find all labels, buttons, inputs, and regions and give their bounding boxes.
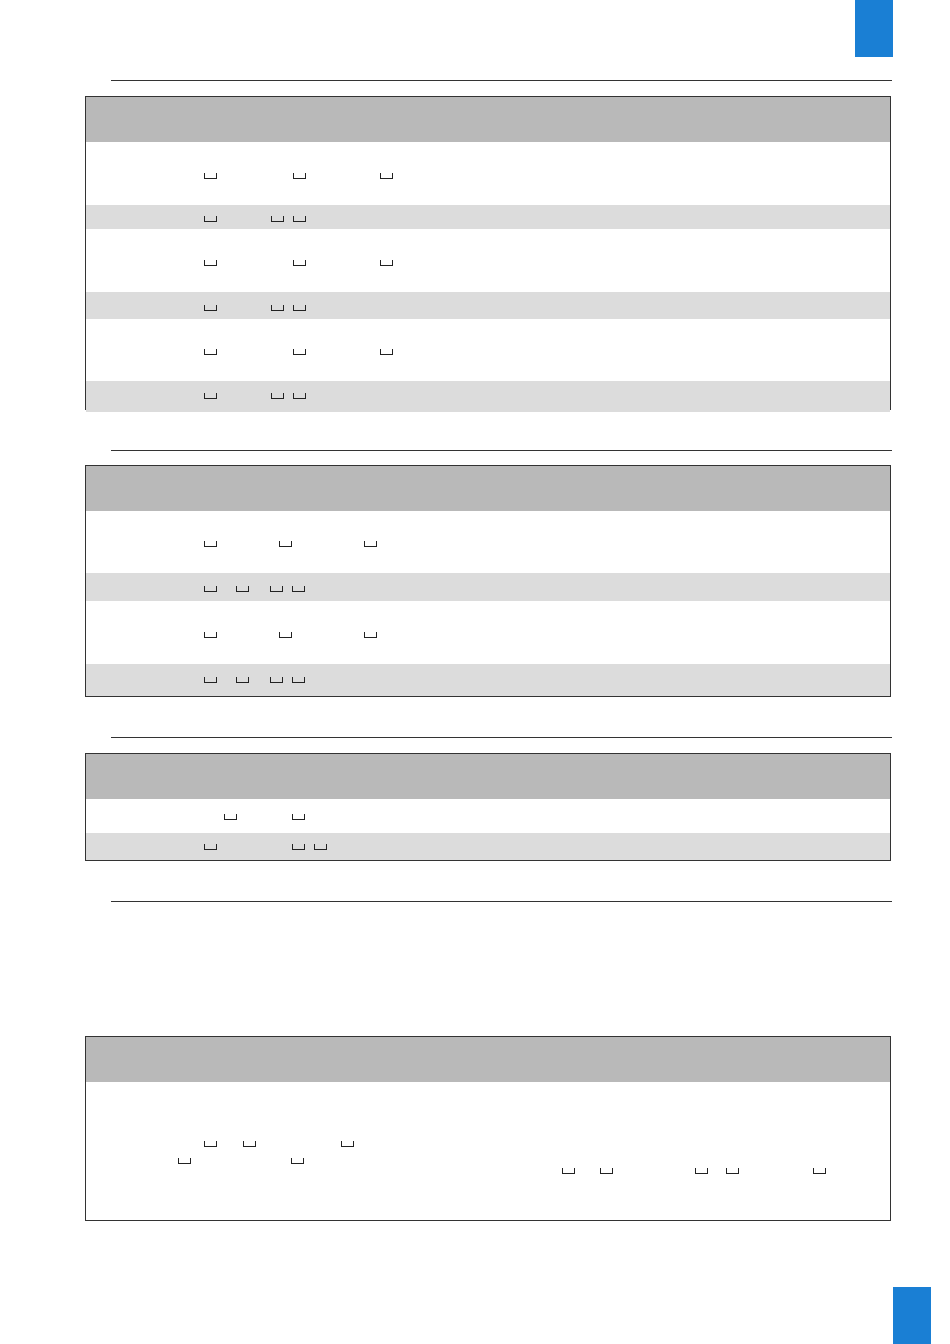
checkbox-field[interactable] — [292, 814, 305, 820]
checkbox-field[interactable] — [293, 393, 306, 399]
form-table-4 — [85, 1036, 891, 1221]
table-header — [86, 754, 890, 799]
checkbox-field[interactable] — [293, 349, 306, 355]
checkbox-field[interactable] — [726, 1168, 739, 1174]
checkbox-field[interactable] — [271, 393, 284, 399]
checkbox-field[interactable] — [204, 349, 217, 355]
checkbox-field[interactable] — [178, 1158, 191, 1164]
checkbox-field[interactable] — [292, 844, 305, 850]
checkbox-field[interactable] — [204, 1141, 217, 1147]
section-rule-2 — [111, 450, 892, 451]
table-header — [86, 466, 890, 511]
table-row — [86, 664, 890, 696]
checkbox-field[interactable] — [204, 844, 217, 850]
checkbox-field[interactable] — [292, 677, 305, 683]
table-row — [86, 142, 890, 205]
checkbox-field[interactable] — [364, 541, 377, 547]
checkbox-field[interactable] — [562, 1168, 575, 1174]
form-table-3 — [85, 753, 891, 861]
section-rule-4 — [111, 901, 892, 902]
checkbox-field[interactable] — [600, 1168, 613, 1174]
checkbox-field[interactable] — [204, 632, 217, 638]
checkbox-field[interactable] — [271, 305, 284, 311]
checkbox-field[interactable] — [292, 586, 305, 592]
checkbox-field[interactable] — [204, 216, 217, 222]
section-rule-1 — [111, 80, 892, 81]
section-tab-marker-top — [855, 0, 893, 57]
form-table-1 — [85, 96, 891, 410]
checkbox-field[interactable] — [314, 844, 327, 850]
checkbox-field[interactable] — [695, 1168, 708, 1174]
checkbox-field[interactable] — [236, 677, 249, 683]
checkbox-field[interactable] — [293, 216, 306, 222]
checkbox-field[interactable] — [293, 305, 306, 311]
checkbox-field[interactable] — [204, 305, 217, 311]
table-row — [86, 1082, 890, 1220]
checkbox-field[interactable] — [291, 1158, 304, 1164]
table-row — [86, 205, 890, 229]
checkbox-field[interactable] — [224, 814, 237, 820]
checkbox-field[interactable] — [293, 173, 306, 179]
checkbox-field[interactable] — [380, 260, 393, 266]
checkbox-field[interactable] — [204, 173, 217, 179]
checkbox-field[interactable] — [813, 1168, 826, 1174]
checkbox-field[interactable] — [293, 260, 306, 266]
checkbox-field[interactable] — [271, 216, 284, 222]
checkbox-field[interactable] — [243, 1141, 256, 1147]
table-row — [86, 799, 890, 833]
checkbox-field[interactable] — [270, 586, 283, 592]
table-row — [86, 292, 890, 319]
checkbox-field[interactable] — [364, 632, 377, 638]
table-row — [86, 511, 890, 573]
checkbox-field[interactable] — [204, 541, 217, 547]
table-row — [86, 319, 890, 381]
checkbox-field[interactable] — [270, 677, 283, 683]
table-row — [86, 601, 890, 664]
table-row — [86, 833, 890, 860]
checkbox-field[interactable] — [279, 632, 292, 638]
checkbox-field[interactable] — [204, 677, 217, 683]
checkbox-field[interactable] — [236, 586, 249, 592]
table-row — [86, 229, 890, 292]
section-tab-marker-bottom — [893, 1287, 931, 1344]
table-row — [86, 381, 890, 412]
checkbox-field[interactable] — [204, 260, 217, 266]
checkbox-field[interactable] — [341, 1141, 354, 1147]
checkbox-field[interactable] — [279, 541, 292, 547]
form-table-2 — [85, 465, 891, 697]
table-header — [86, 97, 890, 142]
table-header — [86, 1037, 890, 1082]
checkbox-field[interactable] — [380, 173, 393, 179]
checkbox-field[interactable] — [380, 349, 393, 355]
table-row — [86, 573, 890, 601]
checkbox-field[interactable] — [204, 393, 217, 399]
checkbox-field[interactable] — [204, 586, 217, 592]
section-rule-3 — [111, 737, 892, 738]
